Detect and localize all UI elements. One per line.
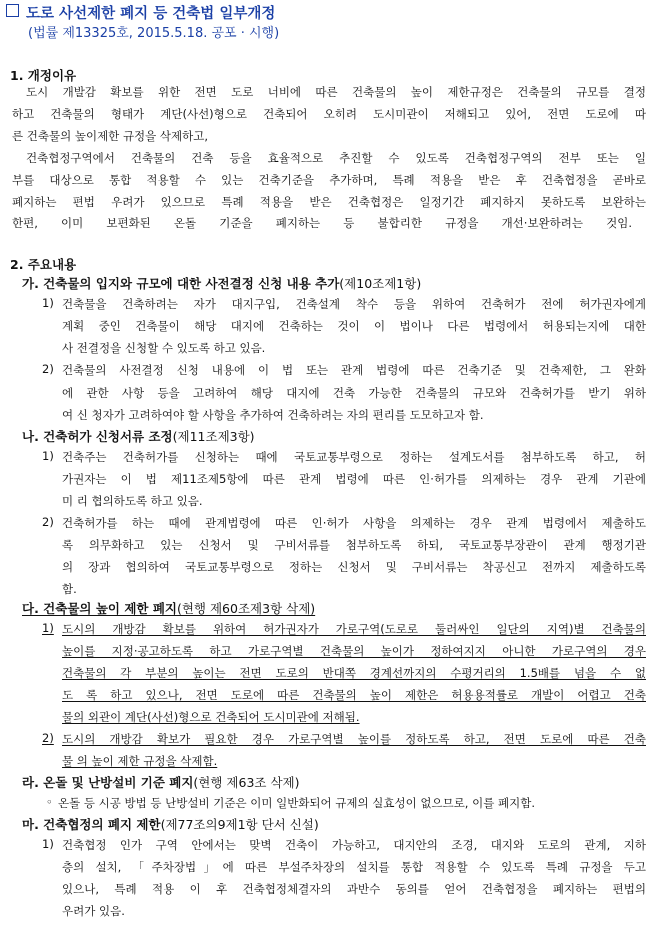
ga-1-line-3: 사 전결정을 신청할 수 있도록 하고 있음. xyxy=(62,341,266,355)
subsection-na-heading xyxy=(22,427,255,445)
subsection-ga-ref: (제10조제1항) xyxy=(339,276,422,291)
section-1-line-4: 건축협정구역에서 건축물의 건축 등을 효율적으로 추진할 수 있도록 건축협정구역의 전부 또는 일 xyxy=(26,151,646,165)
item-number: 1) xyxy=(42,837,54,851)
da-2-line-1: 도시의 개방감 확보가 필요한 경우 가로구역별 높이를 정하도록 하고, 전면 도로에 따른 건축 xyxy=(62,732,646,746)
da-1-line-5: 물의 외관이 계단(사선)형으로 건축되어 도시미관에 저해됨. xyxy=(62,710,360,724)
subsection-ga-title: 가. 건축물의 입지와 규모에 대한 사전결정 신청 내용 추가 xyxy=(22,276,340,291)
document-title: 도로 사선제한 폐지 등 건축법 일부개정 xyxy=(26,6,276,22)
item-number: 1) xyxy=(42,296,54,310)
na-1-line-2: 가권자는 이 법 제11조제5항에 따른 관계 법령에 따른 인·허가를 의제하는 경우 관계 기관에 xyxy=(62,472,646,486)
subsection-ma-ref: (제77조의9제1항 단서 신설) xyxy=(160,817,319,832)
section-1-line-2: 하고 건축물의 형태가 계단(사선)형으로 건축되어 오히려 도시미관이 저해되고 있어, 전면 도로에 따 xyxy=(12,107,646,121)
da-1-line-4: 도 록 하고 있으나, 전면 도로에 따른 건축물의 높이 제한은 허용용적률로 개발이 어렵고 건축 xyxy=(62,688,646,702)
ma-1-line-4: 우려가 있음. xyxy=(62,904,125,918)
item-number: 1) xyxy=(42,621,54,635)
na-1-line-1: 건축주는 건축허가를 신청하는 때에 국토교통부령으로 정하는 설계도서를 첨부하도록 하고, 허 xyxy=(62,450,646,464)
item-number: 2) xyxy=(42,731,54,745)
subsection-na-ref: (제11조제3항) xyxy=(172,429,255,444)
ra-line: 온돌 등 시공 방법 등 난방설비 기준은 이미 일반화되어 규제의 실효성이 없으므로, 이를 폐지함. xyxy=(58,796,535,810)
section-1-line-3: 른 건축물의 높이제한 규정을 삭제하고, xyxy=(12,129,209,143)
ga-1-line-1: 건축물을 건축하려는 자가 대지구입, 건축설계 착수 등을 위하여 건축허가 전에 허가권자에게 xyxy=(62,297,646,311)
section-1-line-1: 도시 개발감 확보를 위한 전면 도로 너비에 따른 건축물의 높이 제한규정은 건축물의 규모를 결정 xyxy=(26,85,646,99)
subsection-da-title: 다. 건축물의 높이 제한 폐지 xyxy=(22,601,177,616)
subsection-da-heading xyxy=(22,599,315,617)
item-number: 2) xyxy=(42,362,54,376)
document-subtitle: (법률 제13325호, 2015.5.18. 공포 · 시행) xyxy=(28,26,280,41)
na-2-line-1: 건축허가를 하는 때에 관계법령에 따른 인·허가 사항을 의제하는 경우 관계 법령에서 제출하도 xyxy=(62,516,646,530)
item-number: 2) xyxy=(42,515,54,529)
subsection-ra-ref: (현행 제63조 삭제) xyxy=(193,775,300,790)
ga-2-line-2: 에 관한 사항 등을 고려하여 해당 대지에 건축 가능한 건축물의 규모와 건축허가를 받기 위하 xyxy=(62,386,646,400)
na-2-line-4: 함. xyxy=(62,582,77,596)
na-2-line-3: 의 장과 협의하여 국토교통부령으로 정하는 신청서 및 구비서류는 착공신고 전까지 제출하도록 xyxy=(62,560,646,574)
da-1-line-2: 높이를 지정·공고하도록 하고 가로구역별 건축물의 높이가 정하여지지 아니한 가로구역의 경우 xyxy=(62,644,646,658)
da-1-line-1: 도시의 개방감 확보를 위하여 허가권자가 가로구역(도로로 둘러싸인 일단의 지역)별 건축물의 xyxy=(62,622,646,636)
title-checkbox-icon xyxy=(6,4,19,17)
section-2-heading: 2. 주요내용 xyxy=(10,257,77,272)
item-number: 1) xyxy=(42,449,54,463)
subsection-na-title: 나. 건축허가 신청서류 조정 xyxy=(22,429,173,444)
ma-1-line-2: 층의 설치, 「주차장법」에 따른 부설주차장의 설치를 통합 적용할 수 있도록 특례 규정을 두고 xyxy=(62,860,646,874)
subsection-ga-heading xyxy=(22,274,421,292)
na-2-line-2: 록 의무화하고 있는 신청서 및 구비서류를 첨부하도록 하되, 국토교통부장관이 관계 행정기관 xyxy=(62,538,646,552)
subsection-da-ref: (현행 제60조제3항 삭제) xyxy=(176,601,316,616)
section-1-line-7: 한편, 이미 보편화된 온돌 기준을 폐지하는 등 불합리한 규정을 개선·보완하려는 것임. xyxy=(12,216,632,230)
da-2-line-2: 물 의 높이 제한 규정을 삭제함. xyxy=(62,754,218,768)
section-1-line-5: 부를 대상으로 통합 적용할 수 있는 건축기준을 추가하며, 특례 적용을 받은 후 건축협정을 곧바로 xyxy=(12,173,646,187)
subsection-ma-title: 마. 건축협정의 폐지 제한 xyxy=(22,817,161,832)
da-1-line-3: 건축물의 각 부분의 높이는 전면 도로의 반대쪽 경계선까지의 수평거리의 1.5배를 넘을 수 없 xyxy=(62,666,646,680)
section-1-line-6: 폐지하는 편법 우려가 있으므로 특례 적용을 받은 건축협정은 일정기간 폐지하지 못하도록 보완하는 xyxy=(12,195,646,209)
subsection-ma-heading xyxy=(22,815,319,833)
ga-1-line-2: 계획 중인 건축물이 해당 대지에 건축하는 것이 이 법이나 다른 법령에서 허용되는지에 대한 xyxy=(62,319,646,333)
ga-2-line-3: 여 신 청자가 고려하여야 할 사항을 추가하여 건축하려는 자의 편리를 도모하고자 함. xyxy=(62,408,484,422)
bullet-icon: ◦ xyxy=(46,795,53,809)
ma-1-line-1: 건축협정 인가 구역 안에서는 맞벽 건축이 가능하고, 대지안의 조경, 대지와 도로의 관계, 지하 xyxy=(62,838,646,852)
section-1-heading: 1. 개정이유 xyxy=(10,68,77,83)
subsection-ra-heading xyxy=(22,773,299,791)
na-1-line-3: 미 리 협의하도록 하고 있음. xyxy=(62,494,203,508)
subsection-ra-title: 라. 온돌 및 난방설비 기준 폐지 xyxy=(22,775,194,790)
ga-2-line-1: 건축물의 사전결정 신청 내용에 이 법 또는 관계 법령에 따른 건축기준 및 건축제한, 그 완화 xyxy=(62,363,646,377)
ma-1-line-3: 있으나, 특례 적용 이 후 건축협정체결자의 과반수 동의를 얻어 건축협정을 폐지하는 편법의 xyxy=(62,882,646,896)
